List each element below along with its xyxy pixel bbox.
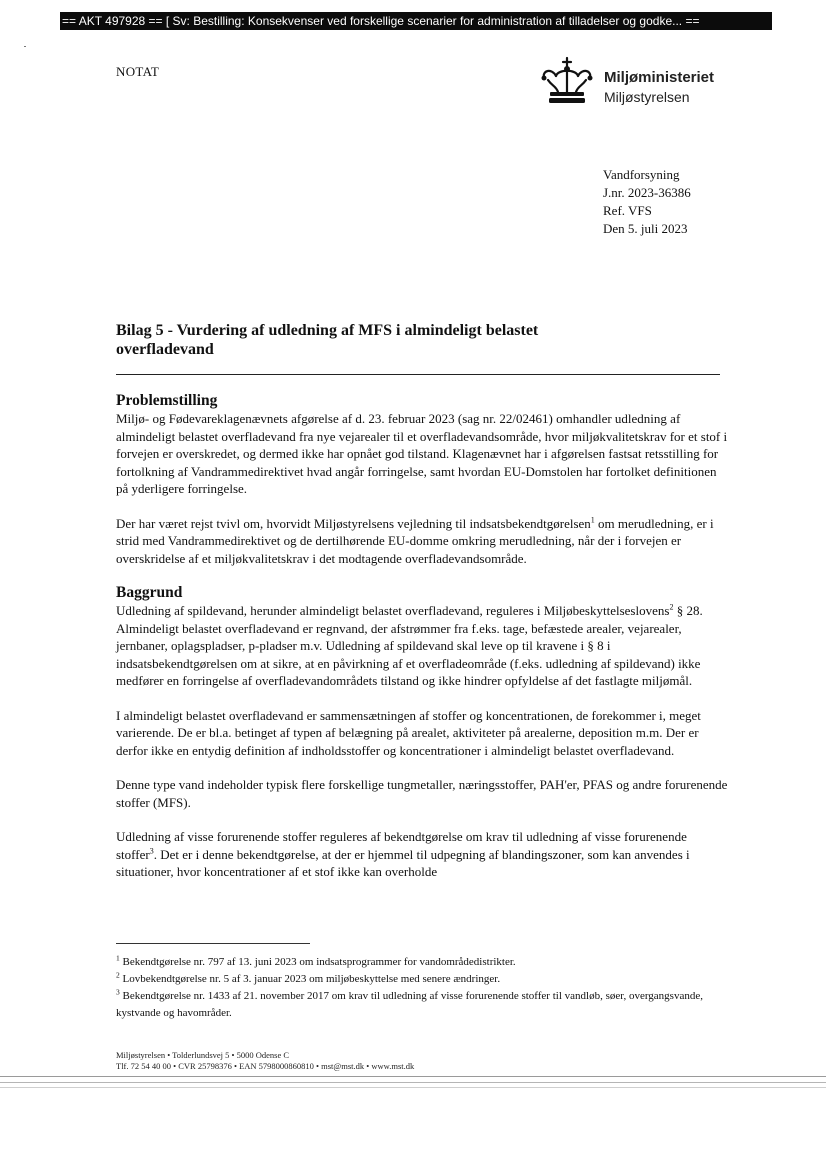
scan-artifact-line [0, 1087, 826, 1088]
document-header-bar: == AKT 497928 == [ Sv: Bestilling: Konsekvenser ved forskellige scenarier for administration af tilladelser og godke... == [60, 12, 772, 30]
paragraph [116, 602, 728, 690]
footnote-ref: 3 [149, 846, 154, 856]
paragraph [116, 515, 728, 568]
footnote-number: 2 [116, 970, 120, 980]
footnotes [116, 954, 716, 1022]
crown-icon [538, 56, 596, 106]
footnote-text: Lovbekendtgørelse nr. 5 af 3. januar 2023 om miljøbeskyttelse med senere ændringer. [119, 973, 501, 985]
document-body [116, 392, 728, 898]
scan-artifact-line [0, 1076, 826, 1077]
document-title: Bilag 5 - Vurdering af udledning af MFS i almindeligt belastet overfladevand [116, 322, 539, 358]
ministry-logo [538, 56, 738, 112]
footnote-ref: 1 [590, 515, 595, 525]
footnote-number: 3 [116, 987, 120, 997]
scan-artifact-line [0, 1082, 826, 1083]
title-divider [116, 374, 720, 375]
footnote-ref: 2 [669, 602, 674, 612]
footnote-text: Bekendtgørelse nr. 797 af 13. juni 2023 om indsatsprogrammer for vandområdedistrikter. [119, 956, 516, 968]
footnote-text: Bekendtgørelse nr. 1433 af 21. november 2017 om krav til udledning af visse forurenende stoffer til vandløb, søer, overgangsvande, kystvande og havområder. [116, 990, 703, 1019]
scan-speck [24, 46, 26, 47]
page-footer [116, 1050, 616, 1072]
paragraph-text: § 28. Almindeligt belastet overfladevand er regnvand, der afstrømmer fra f.eks. tage, befæstede arealer, vejarealer, jernbaner, oplagspladser, p-pladser m.v. Udledning af spildevand skal leve op til kravene i § 8 i indsatsbekendtgørelsen om at sikre, at en påvirkning af et overfladeområde (f.eks. udledning af spildevand) ikke medfører en forringelse af overfladevandområdets tilstand og ikke hindrer opfyldelse af det fastlagte miljømål. [116, 603, 703, 688]
footnote [116, 988, 716, 1022]
paragraph [116, 828, 728, 881]
footnote-divider [116, 943, 310, 944]
paragraph-text: Udledning af visse forurenende stoffer reguleres af bekendtgørelse om krav til udledning af visse forurenende stoffer [116, 829, 687, 862]
paragraph-text: Der har været rejst tvivl om, hvorvidt Miljøstyrelsens vejledning til indsatsbekendtgørelsen [116, 515, 591, 531]
footnote-number: 1 [116, 953, 120, 963]
paragraph: I almindeligt belastet overfladevand er sammensætningen af stoffer og koncentrationen, de forekommer i, meget varierende. De er bl.a. betinget af typen af belægning på arealet, aktiviteter på arealerne, deposition m.m. Der er derfor ikke en entydig definition af indholdsstoffer og koncentrationer i almindeligt belastet overfladevand. [116, 707, 701, 758]
reference-block [603, 166, 691, 238]
document-date: Den 5. juli 2023 [603, 221, 688, 236]
document-type-label: NOTAT [116, 64, 160, 79]
reference-code: Ref. VFS [603, 203, 652, 218]
ministry-name: Miljøministeriet [604, 69, 715, 86]
case-number: J.nr. 2023-36386 [603, 185, 691, 200]
agency-name: Miljøstyrelsen [604, 89, 690, 105]
paragraph: Miljø- og Fødevareklagenævnets afgørelse af d. 23. februar 2023 (sag nr. 22/02461) omhandler udledning af almindeligt belastet overfladevand fra nye vejarealer til et overfladevandsområde, hvor miljøkvalitetskrav for et stof i forvejen er overskredet, og dermed ikke har opnået god tilstand. Klagenævnet har i afgørelsen fastsat retsstilling for fortolkning af Vandrammedirektivet hvad angår forringelse, samt hvordan EU-Domstolen har fortolket definitionen på yderligere forringelse. [116, 411, 728, 496]
section-heading-background: Baggrund [116, 584, 183, 601]
section-heading-problem: Problemstilling [116, 392, 218, 409]
paragraph-text: Udledning af spildevand, herunder almindeligt belastet overfladevand, reguleres i Miljøbeskyttelseslovens [116, 603, 670, 618]
footer-address: Miljøstyrelsen • Tolderlundsvej 5 • 5000 Odense C [116, 1050, 290, 1060]
paragraph-text: om merudledning, er i strid med Vandrammedirektivet og de dertilhørende EU-domme omkring merudledning, når der i forvejen er overskridelse af et miljøkvalitetskrav i det modtagende overfladevandsområde. [116, 515, 714, 566]
footnote [116, 971, 716, 988]
footer-contact: Tlf. 72 54 40 00 • CVR 25798376 • EAN 5798000860810 • mst@mst.dk • www.mst.dk [116, 1061, 415, 1071]
footnote [116, 954, 716, 971]
paragraph-text: . Det er i denne bekendtgørelse, at der er hjemmel til udpegning af blandingszoner, som kan anvendes i situationer, hvor koncentrationer af et stof ikke kan overholde [116, 846, 690, 879]
department: Vandforsyning [603, 167, 680, 182]
paragraph: Denne type vand indeholder typisk flere forskellige tungmetaller, næringsstoffer, PAH'er, PFAS og andre forurenende stoffer (MFS). [116, 777, 728, 810]
